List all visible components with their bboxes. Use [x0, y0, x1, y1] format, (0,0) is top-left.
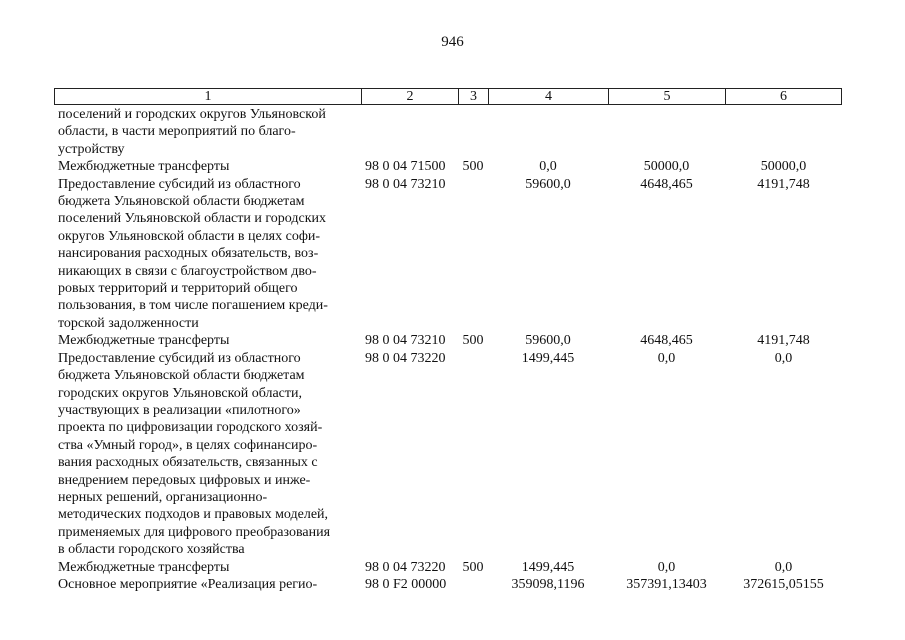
row-value-2: 4648,465 [640, 176, 693, 192]
row-name: Основное мероприятие «Реализация регио- [58, 576, 318, 592]
row-value-2: 357391,13403 [626, 576, 707, 592]
table-row [54, 332, 842, 349]
row-name: поселений и городских округов Ульяновской области, в части мероприятий по благо- устройству [58, 107, 326, 157]
row-name: Межбюджетные трансферты [58, 159, 230, 175]
row-value-1: 59600,0 [525, 176, 571, 192]
row-value-2: 4648,465 [640, 333, 693, 349]
row-name: Межбюджетные трансферты [58, 333, 230, 349]
row-value-3: 4191,748 [757, 176, 810, 192]
table-row [54, 559, 842, 576]
table-row [54, 106, 842, 158]
row-value-3: 0,0 [774, 559, 793, 575]
row-value-3: 4191,748 [757, 333, 810, 349]
table-row [54, 158, 842, 175]
table-row [54, 350, 842, 559]
row-code: 98 0 04 73220 [365, 559, 446, 575]
header-col-6: 6 [780, 89, 787, 104]
row-code: 98 0 04 73210 [365, 176, 446, 192]
row-value-2: 0,0 [657, 559, 676, 575]
row-name: Предоставление субсидий из областного бюджета Ульяновской области бюджетам поселений Ульяновской области и городских округов Ульяновской области в целях софи- нансирования расходных обязательств, воз- никающих в связи с благоустройством дво- ровых территорий и территорий общего пользования, в том числе погашением креди- торской задолженности [58, 176, 328, 331]
row-code: 98 0 04 73220 [365, 350, 446, 366]
row-value-1: 59600,0 [525, 333, 571, 349]
table-header [54, 88, 842, 105]
row-value-2: 0,0 [657, 350, 676, 366]
table-body [54, 106, 842, 593]
row-code: 98 0 04 73210 [365, 333, 446, 349]
row-vr: 500 [462, 159, 484, 175]
table-row [54, 176, 842, 333]
row-name: Межбюджетные трансферты [58, 559, 230, 575]
row-code: 98 0 F2 00000 [365, 576, 447, 592]
row-code: 98 0 04 71500 [365, 159, 446, 175]
header-col-3: 3 [459, 89, 489, 104]
row-vr: 500 [462, 333, 484, 349]
page-number: 946 [441, 34, 464, 50]
header-col-1: 1 [55, 89, 362, 104]
row-value-1: 1499,445 [521, 559, 575, 575]
row-name: Предоставление субсидий из областного бюджета Ульяновской области бюджетам городских округов Ульяновской области, участвующих в реализации «пилотного» проекта по цифровизации городского хозяй- ства «Умный город», в целях софинансиро- вания расходных обязательств, связанных с внедрением передовых цифровых и инже- нерных решений, организационно- методических подходов и правовых моделей, применяемых для цифрового преобразования в области городского хозяйства [58, 350, 331, 558]
row-value-1: 359098,1196 [511, 576, 585, 592]
table-row [54, 576, 842, 593]
row-value-3: 372615,05155 [743, 576, 824, 592]
row-value-2: 50000,0 [643, 159, 690, 175]
row-value-3: 0,0 [774, 350, 793, 366]
row-vr: 500 [462, 559, 484, 575]
row-value-1: 0,0 [539, 159, 557, 175]
header-col-5: 5 [609, 89, 726, 104]
header-col-4: 4 [489, 89, 609, 104]
row-value-1: 1499,445 [521, 350, 575, 366]
row-value-3: 50000,0 [760, 159, 807, 175]
header-col-2: 2 [362, 89, 459, 104]
